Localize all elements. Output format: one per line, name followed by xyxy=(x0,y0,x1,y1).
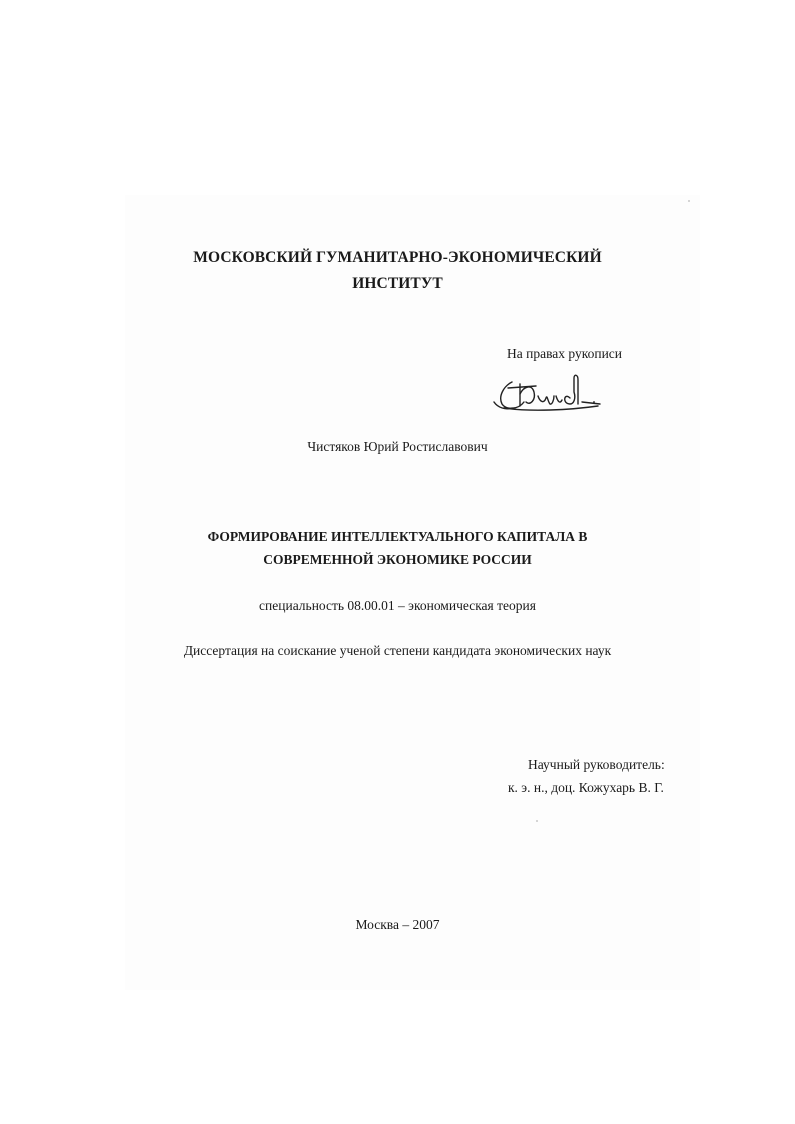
scanned-sheet xyxy=(125,195,700,990)
author-signature xyxy=(490,372,610,417)
institute-name-line-2: ИНСТИТУТ xyxy=(352,275,443,292)
scan-speck xyxy=(688,200,690,202)
place-and-year: Москва – 2007 xyxy=(355,917,440,932)
specialty-line: специальность 08.00.01 – экономическая теория xyxy=(259,598,536,613)
manuscript-rights-note: На правах рукописи xyxy=(507,346,623,361)
scan-speck xyxy=(536,820,538,822)
institute-name-line-1: МОСКОВСКИЙ ГУМАНИТАРНО-ЭКОНОМИЧЕСКИЙ xyxy=(193,249,602,266)
supervisor-label: Научный руководитель: xyxy=(528,757,665,772)
dissertation-title-line-2: СОВРЕМЕННОЙ ЭКОНОМИКЕ РОССИИ xyxy=(263,552,532,567)
dissertation-title-line-1: ФОРМИРОВАНИЕ ИНТЕЛЛЕКТУАЛЬНОГО КАПИТАЛА В xyxy=(207,529,588,544)
author-name: Чистяков Юрий Ростиславович xyxy=(307,439,488,454)
supervisor-name: к. э. н., доц. Кожухарь В. Г. xyxy=(508,780,664,795)
dissertation-type: Диссертация на соискание ученой степени кандидата экономических наук xyxy=(183,643,612,658)
